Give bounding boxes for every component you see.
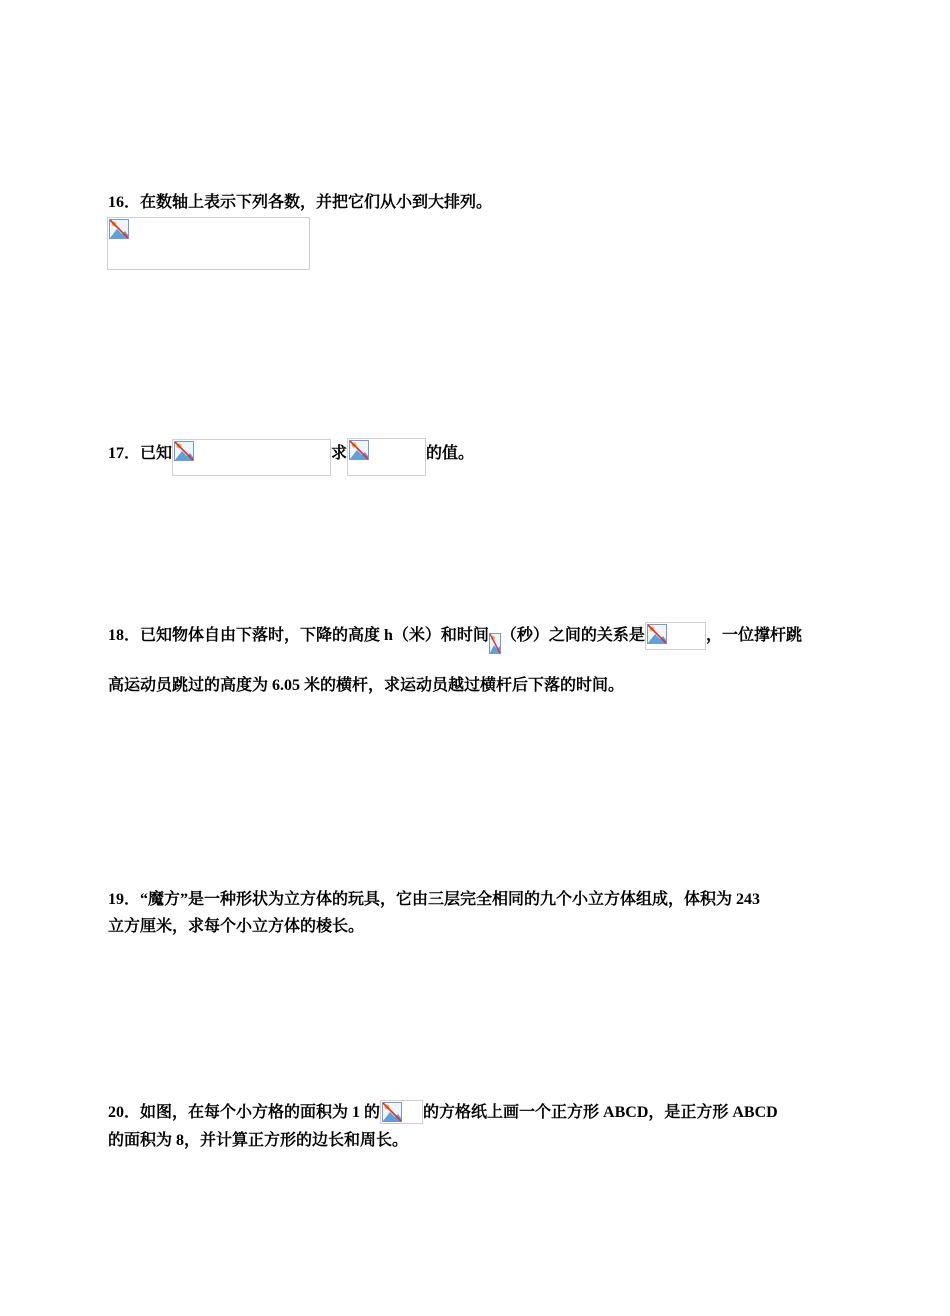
variable-t-image [489,633,501,654]
question-20-line-2: 的面积为 8，并计算正方形的边长和周长。 [108,1132,409,1149]
question-17-part3: 的值。 [426,445,475,462]
grid-size-image [380,1100,423,1124]
broken-image-icon [489,633,501,654]
question-18-part1: 已知物体自由下落时，下降的高度 h（米）和时间 [140,627,489,644]
broken-image-icon [109,219,129,239]
question-17 [108,438,474,478]
broken-image-icon [382,1102,402,1122]
question-18-line-2: 高运动员跳过的高度为 6.05 米的横杆，求运动员越过横杆后下落的时间。 [108,677,625,694]
question-16-number: 16． [108,194,141,211]
question-17-part1: 已知 [140,445,173,462]
expression-image [347,438,426,476]
question-20-number: 20． [108,1104,141,1121]
question-19-line-1: 19．“魔方”是一种形状为立方体的玩具，它由三层完全相同的九个小立方体组成，体积为 243 [108,891,761,908]
question-17-number: 17． [108,445,141,462]
question-18-line-1 [108,622,802,658]
question-16-text: 在数轴上表示下列各数，并把它们从小到大排列。 [140,194,493,211]
question-20-part2: 的方格纸上画一个正方形 ABCD，是正方形 ABCD [423,1104,778,1121]
question-18-number: 18． [108,627,141,644]
question-18-part3: ，一位撑杆跳 [705,627,802,644]
question-20-part1: 如图，在每个小方格的面积为 1 的 [140,1104,381,1121]
broken-image-icon [349,440,369,460]
formula-image [645,622,706,650]
question-19-line-2: 立方厘米，求每个小立方体的棱长。 [108,918,365,935]
broken-image-icon [647,624,667,644]
question-16 [108,193,492,213]
equation-image [172,439,331,476]
question-20-line-1 [108,1100,778,1128]
question-17-part2: 求 [331,445,348,462]
question-18-part2: （秒）之间的关系是 [500,627,645,644]
number-line-image [107,217,310,270]
broken-image-icon [174,441,194,461]
